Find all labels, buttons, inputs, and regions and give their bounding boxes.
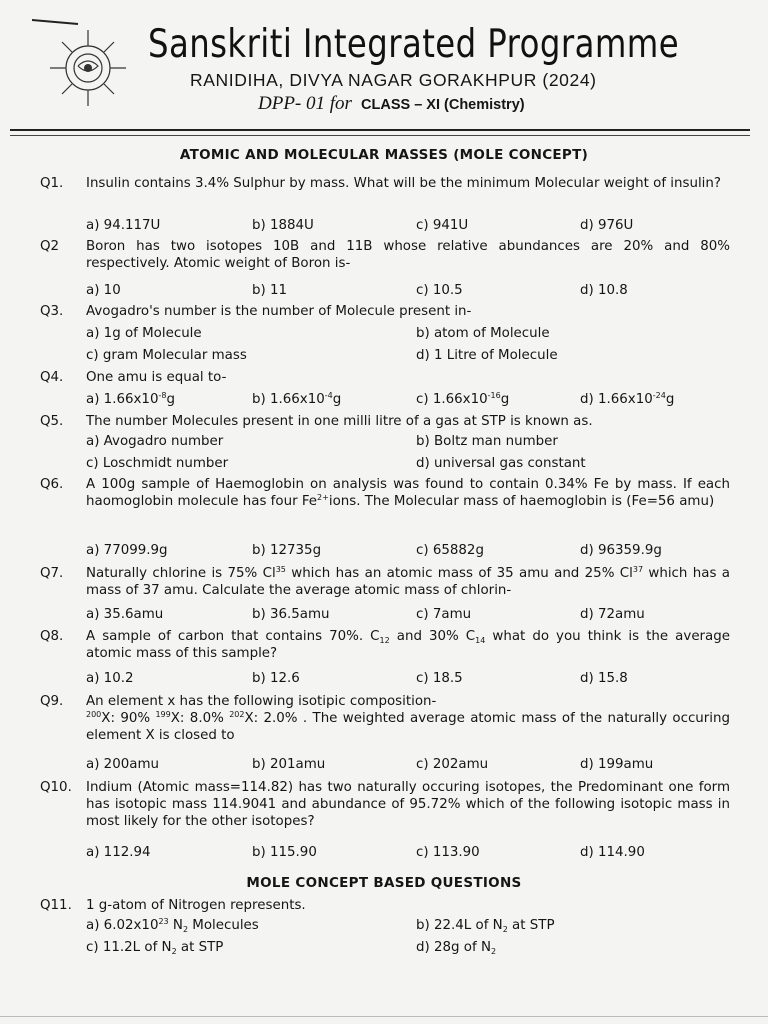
question-number: Q11. — [40, 898, 72, 913]
option-c: c) 10.5 — [416, 283, 463, 298]
option-b: b) 1884U — [252, 218, 314, 233]
option-b: b) 12735g — [252, 543, 322, 558]
option-b: b) $1.66x10^{-4}g$ — [252, 391, 342, 407]
option-d: d) 199amu — [580, 757, 654, 772]
question-number: Q10. — [40, 780, 72, 795]
option-b: b) Boltz man number — [416, 434, 558, 449]
option-a: a) 94.117U — [86, 218, 161, 233]
option-d: d) 10.8 — [580, 283, 628, 298]
question — [40, 369, 730, 386]
header-rule — [10, 129, 750, 131]
question-text: Boron has two isotopes 10B and 11B whose relative abundances are 20% and 80% respectively. Atomic weight of Boron is- — [86, 239, 730, 271]
option-b: b) 36.5amu — [252, 607, 330, 622]
option-c: c) 202amu — [416, 757, 489, 772]
options-row — [86, 671, 726, 689]
question — [40, 779, 730, 830]
options-row — [86, 348, 726, 366]
question-number: Q3. — [40, 304, 64, 319]
option-c: c) $1.66x10^{-16}g$ — [416, 391, 510, 407]
option-c: c) 7amu — [416, 607, 472, 622]
option-b: b) 115.90 — [252, 845, 317, 860]
options-row — [86, 326, 726, 344]
option-a: a) Avogadro number — [86, 434, 224, 449]
institute-address: RANIDIHA, DIVYA NAGAR GORAKHPUR (2024) — [190, 70, 597, 90]
option-c: c) 18.5 — [416, 671, 463, 686]
question-text: An element x has the following isotipic composition- $^{200}$X: 90% $^{199}$X: 8.0% $^{202}$X: 2.0% . The weighted average atomic mass of the naturally occuring element X is closed to — [86, 694, 731, 743]
section-title: MOLE CONCEPT BASED QUESTIONS — [246, 875, 522, 891]
question-text: Indium (Atomic mass=114.82) has two naturally occuring isotopes, the Predominant one form has isotopic mass 114.9041 and abundance of 95.72% which of the following isotopic mass in most likely for the other isotopes? — [86, 780, 730, 829]
question-number: Q9. — [40, 694, 64, 709]
question — [40, 238, 730, 272]
option-d: d) 15.8 — [580, 671, 628, 686]
question-number: Q1. — [40, 176, 64, 191]
question-number: Q7. — [40, 566, 64, 581]
option-b: b) 201amu — [252, 757, 326, 772]
question-text: One amu is equal to- — [86, 370, 227, 385]
question — [40, 897, 730, 914]
options-row — [86, 543, 726, 561]
option-a: a) 200amu — [86, 757, 159, 772]
question-number: Q2 — [40, 239, 60, 254]
dpp-label: DPP- 01 for — [258, 93, 352, 114]
option-d: d) 1 Litre of Molecule — [416, 348, 558, 363]
option-a: a) 10.2 — [86, 671, 134, 686]
option-d: d) 28g of $N_2$ — [416, 940, 497, 956]
option-a: a) 10 — [86, 283, 121, 298]
question — [40, 175, 730, 192]
options-row — [86, 456, 726, 474]
dpp-line — [258, 93, 525, 115]
option-d: d) 114.90 — [580, 845, 645, 860]
question-number: Q4. — [40, 370, 64, 385]
question-text: A 100g sample of Haemoglobin on analysis was found to contain 0.34% Fe by mass. If each haomoglobin molecule has four $Fe^{2+}ions$. The Molecular mass of haemoglobin is (Fe=56 amu) — [86, 477, 730, 509]
option-d: d) 976U — [580, 218, 634, 233]
option-b: b) 22.4L of $N_2$ at STP — [416, 918, 555, 934]
option-a: a) 77099.9g — [86, 543, 168, 558]
class-label: CLASS – XI (Chemistry) — [361, 97, 525, 113]
question-text: The number Molecules present in one milli litre of a gas at STP is known as. — [86, 414, 593, 429]
option-a: a) 35.6amu — [86, 607, 164, 622]
question-text: 1 g-atom of Nitrogen represents. — [86, 898, 306, 913]
institute-name: Sanskriti Integrated Programme — [148, 22, 680, 67]
option-c: c) Loschmidt number — [86, 456, 229, 471]
question-text: Avogadro's number is the number of Molecule present in- — [86, 304, 472, 319]
question — [40, 565, 730, 599]
question — [40, 476, 730, 510]
option-c: c) gram Molecular mass — [86, 348, 247, 363]
options-row — [86, 283, 726, 301]
options-row — [86, 607, 726, 625]
options-row — [86, 218, 726, 236]
page-header — [0, 0, 768, 135]
option-a: a) $6.02x10^{23}$ $N_2$ Molecules — [86, 917, 259, 934]
institute-logo — [32, 16, 132, 116]
option-d: d) 96359.9g — [580, 543, 662, 558]
section-title: ATOMIC AND MOLECULAR MASSES (MOLE CONCEPT) — [179, 147, 589, 163]
option-c: c) 65882g — [416, 543, 484, 558]
question — [40, 303, 730, 320]
option-d: d) $1.66x10^{-24}g$ — [580, 391, 675, 407]
options-row — [86, 757, 726, 775]
options-row — [86, 392, 726, 410]
option-c: c) 11.2L of $N_2$ at STP — [86, 940, 224, 956]
option-c: c) 941U — [416, 218, 469, 233]
option-d: d) universal gas constant — [416, 456, 586, 471]
option-a: a) 112.94 — [86, 845, 151, 860]
option-c: c) 113.90 — [416, 845, 480, 860]
option-b: b) atom of Molecule — [416, 326, 550, 341]
question-text: A sample of carbon that contains 70%. $C_{12}$ and 30% $C_{14}$ what do you think is the average atomic mass of this sample? — [86, 629, 731, 661]
option-a: a) $1.66x10^{-8}g$ — [86, 391, 175, 407]
option-a: a) 1g of Molecule — [86, 326, 202, 341]
footer-rule — [0, 1016, 768, 1017]
question-number: Q5. — [40, 414, 64, 429]
question-number: Q6. — [40, 477, 64, 492]
header-rule-thin — [10, 135, 750, 136]
question-number: Q8. — [40, 629, 64, 644]
question — [40, 413, 730, 430]
question — [40, 693, 730, 744]
options-row — [86, 940, 726, 958]
option-d: d) 72amu — [580, 607, 645, 622]
option-b: b) 12.6 — [252, 671, 300, 686]
options-row — [86, 845, 726, 863]
options-row — [86, 918, 726, 936]
question-text: Insulin contains 3.4% Sulphur by mass. What will be the minimum Molecular weight of insulin? — [86, 176, 721, 191]
options-row — [86, 434, 726, 452]
question-text: Naturally chlorine is 75% Cl$^{35}$ which has an atomic mass of 35 amu and 25% Cl$^{37}$ which has a mass of 37 amu. Calculate the average atomic mass of chlorin- — [86, 565, 730, 598]
question — [40, 628, 730, 662]
option-b: b) 11 — [252, 283, 288, 298]
